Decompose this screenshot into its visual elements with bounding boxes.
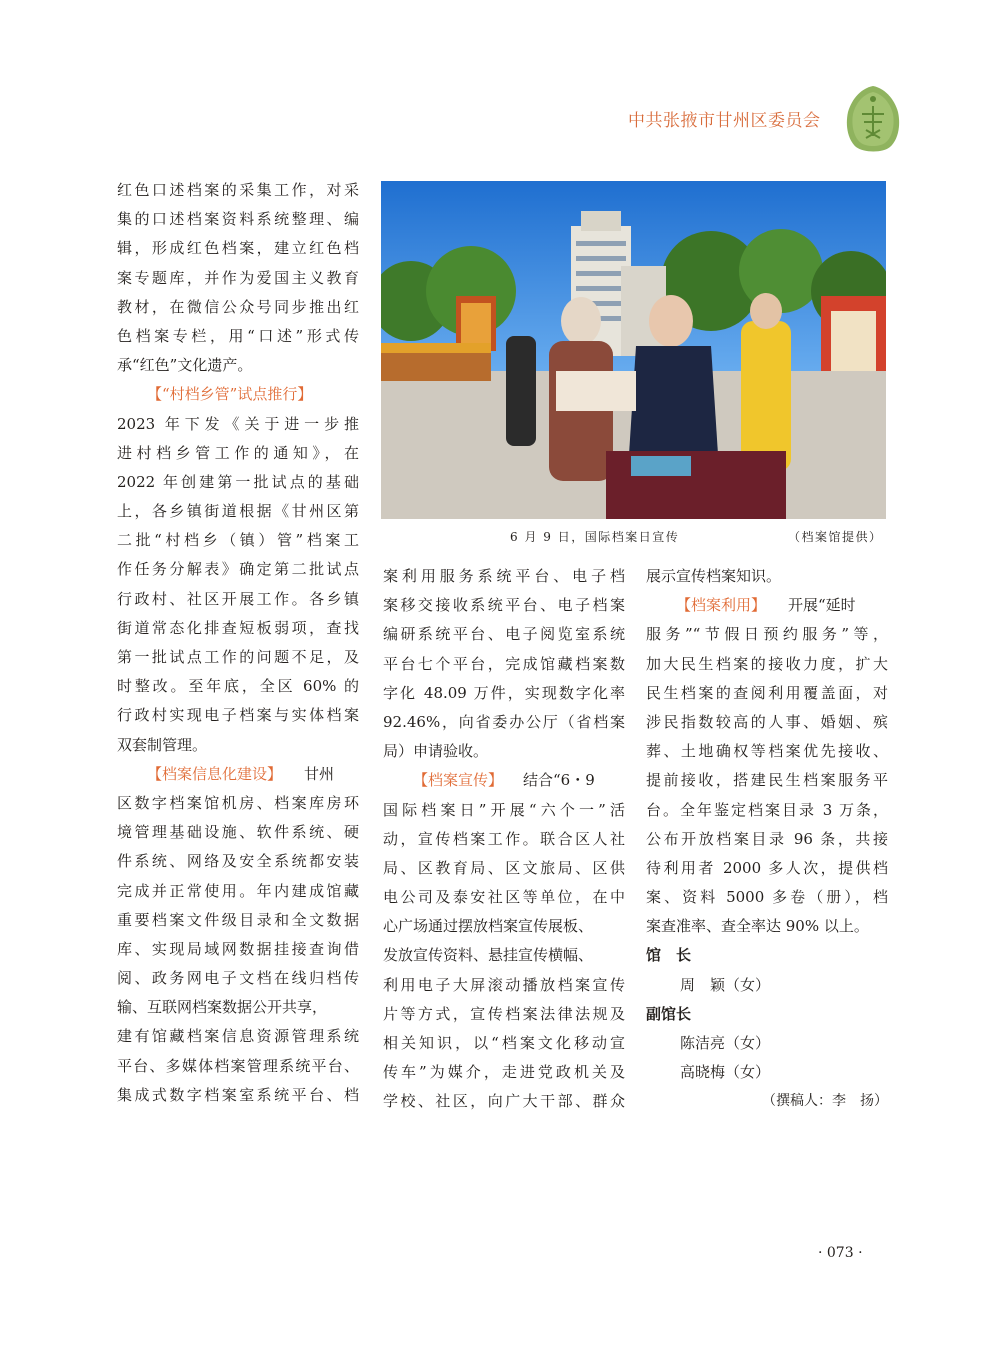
- text-line: 案利用服务系统平台、电子档: [383, 567, 625, 585]
- text-line: 局）申请验收。: [383, 742, 489, 761]
- text-column-3: [646, 562, 888, 1117]
- text-line: 字化 48.09 万件，实现数字化率: [383, 683, 625, 702]
- text-line: 民生档案的查阅利用覆盖面，对: [646, 683, 888, 702]
- text-line: 输、互联网档案数据公开共享，: [117, 998, 328, 1017]
- photo-credit: （档案馆提供）: [788, 530, 883, 544]
- text-line: 台。全年鉴定档案目录 3 万条，: [646, 800, 888, 819]
- text-line: 作任务分解表》确定第二批试点: [117, 560, 359, 579]
- role-label: 馆 长: [646, 946, 692, 965]
- text-line: 件系统、网络及安全系统都安装: [117, 852, 359, 871]
- text-line: 双套制管理。: [117, 735, 208, 754]
- section-heading: 【档案宣传】: [413, 771, 504, 790]
- text-line: 色档案专栏，用“口述”形式传: [117, 326, 359, 345]
- seal-emblem: [844, 84, 902, 154]
- text-fragment: 甘州: [304, 764, 335, 783]
- text-line: 行政村实现电子档案与实体档案: [117, 706, 359, 725]
- text-line: 承“红色”文化遗产。: [117, 356, 253, 375]
- text-line: 心广场通过摆放档案宣传展板、: [383, 917, 594, 936]
- person-name: 周 颖（女）: [680, 975, 771, 994]
- text-fragment: 开展“延时: [788, 596, 856, 615]
- text-line: 上，各乡镇街道根据《甘州区第: [117, 502, 359, 521]
- text-line: 集成式数字档案室系统平台、档: [117, 1085, 359, 1104]
- text-line: 行政村、社区开展工作。各乡镇: [117, 589, 359, 608]
- text-line: 编研系统平台、电子阅览室系统: [383, 625, 625, 644]
- author-credit: （撰稿人：李 扬）: [762, 1093, 888, 1110]
- event-photo: [381, 181, 886, 519]
- text-line: 案、资料 5000 多卷（册），档: [646, 888, 888, 907]
- person-name: 陈洁亮（女）: [680, 1034, 771, 1052]
- text-line: 相关知识，以“档案文化移动宣: [383, 1034, 625, 1052]
- text-line: [383, 766, 625, 795]
- text-line: 电公司及泰安社区等单位，在中: [383, 888, 625, 907]
- text-line: 传车”为媒介，走进党政机关及: [383, 1063, 625, 1082]
- text-column-1: [117, 176, 359, 1110]
- text-line: 展示宣传档案知识。: [646, 567, 782, 585]
- photo-caption: 6 月 9 日，国际档案日宣传: [510, 530, 680, 544]
- page-number: · 073 ·: [818, 1245, 863, 1261]
- text-line: 葬、土地确权等档案优先接收、: [646, 742, 888, 761]
- text-line: 服务”“节假日预约服务”等，: [646, 625, 888, 644]
- text-line: 局、区教育局、区文旅局、区供: [383, 858, 625, 877]
- text-line: 区数字档案馆机房、档案库房环: [117, 793, 359, 812]
- text-line: 动，宣传档案工作。联合区人社: [383, 829, 625, 848]
- text-line: 案查准率、查全率达 90% 以上。: [646, 917, 869, 936]
- text-line: 利用电子大屏滚动播放档案宣传: [383, 975, 625, 994]
- text-line: 公布开放档案目录 96 条，共接: [646, 829, 888, 848]
- person-name: 高晓梅（女）: [680, 1063, 771, 1082]
- text-line: 时整改。至年底，全区 60% 的: [117, 677, 359, 696]
- text-line: 进村档乡管工作的通知》，在: [117, 443, 359, 462]
- text-line: 街道常态化排查短板弱项，查找: [117, 618, 359, 637]
- text-line: 学校、社区，向广大干部、群众: [383, 1092, 625, 1111]
- text-line: 建有馆藏档案信息资源管理系统: [117, 1027, 359, 1046]
- text-line: 平台七个平台，完成馆藏档案数: [383, 654, 625, 673]
- text-line: 红色口述档案的采集工作，对采: [117, 181, 359, 199]
- text-line: 集的口述档案资料系统整理、编: [117, 210, 359, 229]
- header-title: 中共张掖市甘州区委员会: [628, 111, 821, 131]
- text-line: 案移交接收系统平台、电子档案: [383, 596, 625, 615]
- text-line: 92.46%，向省委办公厅（省档案: [383, 712, 625, 731]
- text-line: 发放宣传资料、悬挂宣传横幅、: [383, 946, 594, 965]
- text-line: 提前接收，搭建民生档案服务平: [646, 771, 888, 790]
- section-heading: 【档案利用】: [676, 596, 767, 615]
- text-line: 第一批试点工作的问题不足，及: [117, 648, 359, 666]
- text-line: 2022 年创建第一批试点的基础: [117, 472, 359, 491]
- text-line: 阅、政务网电子文档在线归档传: [117, 969, 359, 988]
- text-line: 案专题库，并作为爱国主义教育: [117, 268, 359, 287]
- text-line: 教材，在微信公众号同步推出红: [117, 297, 359, 316]
- event-photo-illustration: [381, 181, 886, 519]
- section-heading: 【档案信息化建设】: [147, 764, 283, 783]
- role-label: 副馆长: [646, 1004, 692, 1023]
- text-line: 待利用者 2000 多人次，提供档: [646, 858, 888, 877]
- text-fragment: 结合“6・9: [523, 771, 595, 790]
- text-line: 境管理基础设施、软件系统、硬: [117, 823, 359, 842]
- text-line: 涉民指数较高的人事、婚姻、殡: [646, 712, 888, 731]
- text-line: 重要档案文件级目录和全文数据: [117, 910, 359, 929]
- text-line: 国际档案日”开展“六个一”活: [383, 800, 625, 819]
- text-line: 完成并正常使用。年内建成馆藏: [117, 881, 359, 900]
- text-line: 片等方式，宣传档案法律法规及: [383, 1004, 625, 1023]
- text-line: 库、实现局域网数据挂接查询借: [117, 939, 359, 958]
- text-line: 平台、多媒体档案管理系统平台、: [117, 1056, 359, 1075]
- text-line: 加大民生档案的接收力度，扩大: [646, 654, 888, 673]
- text-line: 二批“村档乡（镇）管”档案工: [117, 531, 359, 550]
- text-line: 2023 年下发《关于进一步推: [117, 414, 359, 433]
- text-line: 辑，形成红色档案，建立红色档: [117, 239, 359, 258]
- text-line: [646, 591, 888, 620]
- text-column-2: [383, 562, 625, 1117]
- section-heading: 【“村档乡管”试点推行】: [147, 385, 313, 404]
- text-line: [117, 760, 359, 789]
